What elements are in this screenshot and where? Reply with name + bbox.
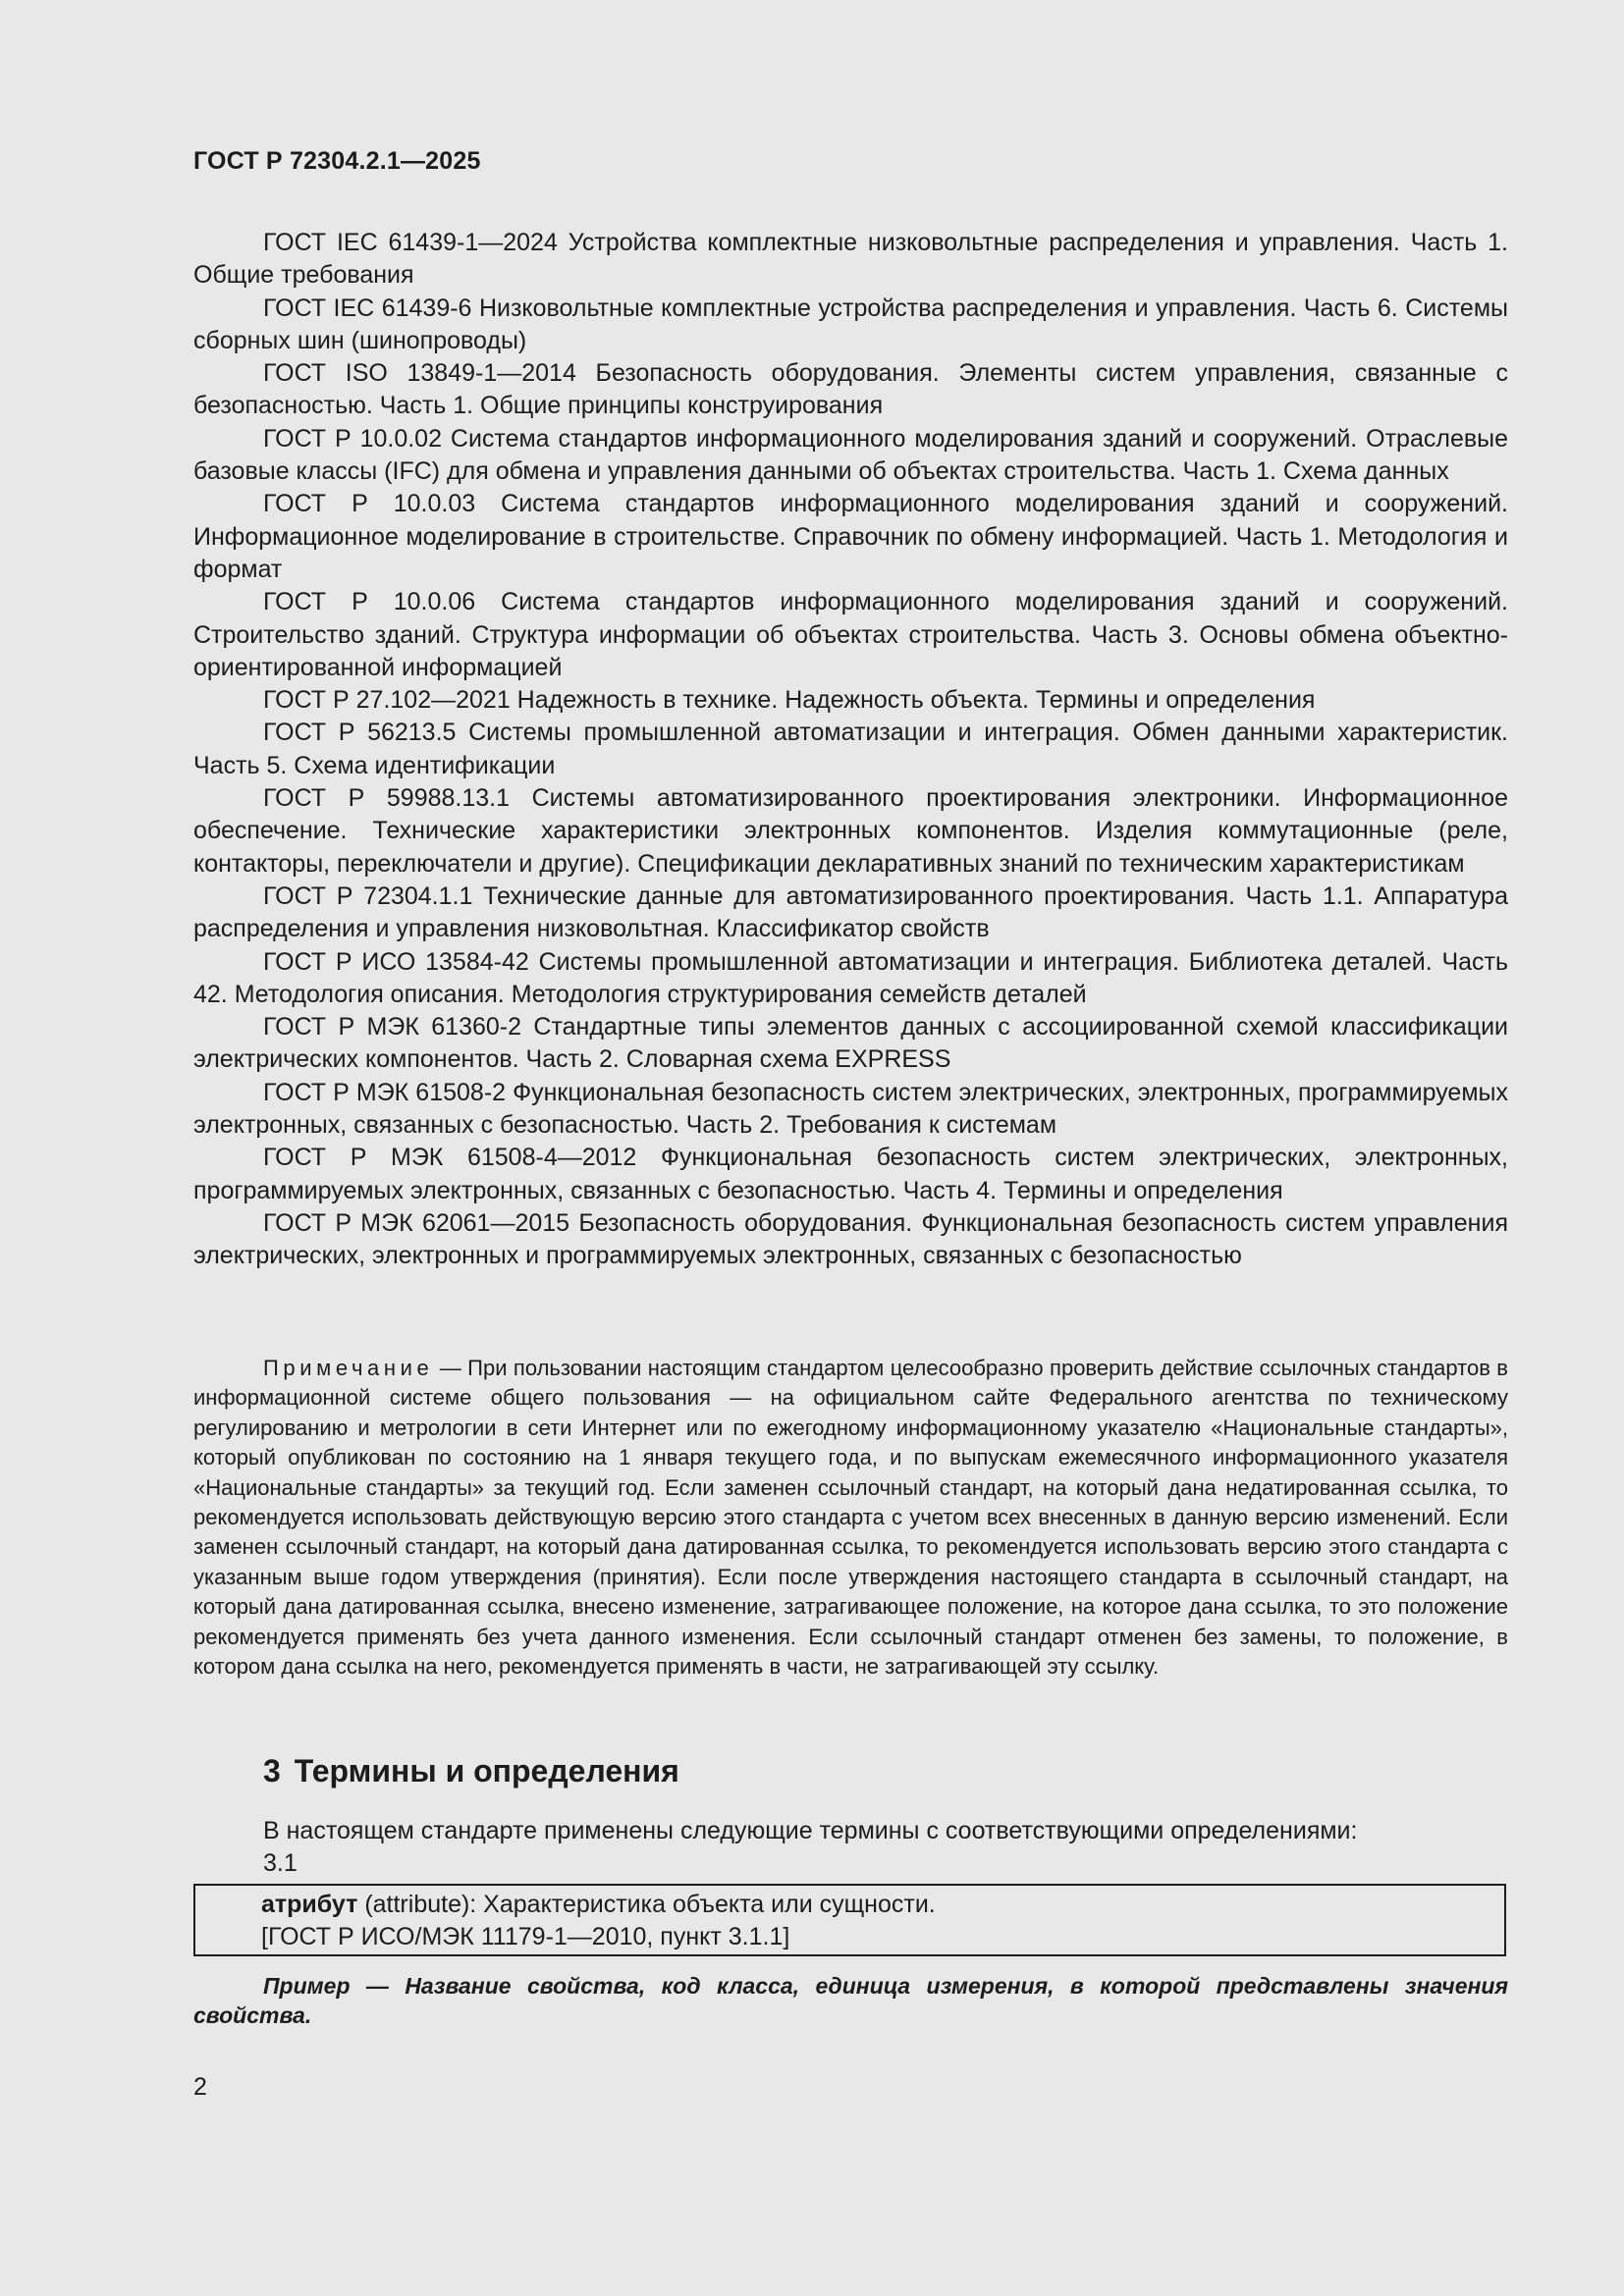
normative-references-list — [193, 227, 1508, 1273]
term-definition-box — [193, 1884, 1506, 1956]
section-title: Термины и определения — [294, 1753, 679, 1789]
reference-item: ГОСТ Р 10.0.06 Система стандартов информационного моделирования зданий и сооружений. Строительство зданий. Структура информации об объектах строительства. Часть 3. Основы обмена объектно-ориентированной информацией — [193, 588, 1508, 681]
reference-item: ГОСТ Р МЭК 61360-2 Стандартные типы элементов данных с ассоциированной схемой классификации электрических компонентов. Часть 2. Словарная схема EXPRESS — [193, 1013, 1508, 1074]
section-intro — [263, 1815, 1357, 1881]
reference-item: ГОСТ Р МЭК 62061—2015 Безопасность оборудования. Функциональная безопасность систем управления электрических, электронных и программируемых электронных, связанных с безопасностью — [193, 1208, 1508, 1270]
term-definition: (attribute): Характеристика объекта или сущности. — [364, 1891, 936, 1918]
section-number: 3 — [263, 1753, 281, 1789]
reference-item: ГОСТ IEC 61439-6 Низковольтные комплектные устройства распределения и управления. Часть 6. Системы сборных шин (шинопроводы) — [193, 294, 1508, 354]
reference-item: ГОСТ Р ИСО 13584-42 Системы промышленной автоматизации и интеграция. Библиотека деталей. Часть 42. Методология описания. Методология структурирования семейств деталей — [193, 947, 1508, 1008]
reference-item: ГОСТ Р 56213.5 Системы промышленной автоматизации и интеграция. Обмен данными характеристик. Часть 5. Схема идентификации — [193, 719, 1508, 779]
term-number: 3.1 — [263, 1849, 298, 1878]
document-header: ГОСТ Р 72304.2.1—2025 — [193, 147, 481, 175]
term-definition-line — [261, 1889, 1504, 1921]
reference-item: ГОСТ Р 27.102—2021 Надежность в технике. Надежность объекта. Термины и определения — [263, 686, 1316, 715]
reference-item: ГОСТ Р МЭК 61508-2 Функциональная безопасность систем электрических, электронных, программируемых электронных, связанных с безопасностью. Часть 2. Требования к системам — [193, 1078, 1508, 1140]
section-heading — [263, 1753, 679, 1789]
reference-item: ГОСТ ISO 13849-1—2014 Безопасность оборудования. Элементы систем управления, связанные с безопасностью. Часть 1. Общие принципы конструирования — [193, 359, 1508, 420]
reference-item: ГОСТ Р 72304.1.1 Технические данные для автоматизированного проектирования. Часть 1.1. Аппаратура распределения и управления низковольтная. Классификатор свойств — [193, 881, 1508, 943]
reference-item: ГОСТ Р МЭК 61508-4—2012 Функциональная безопасность систем электрических, электронных, программируемых электронных, связанных с безопасностью. Часть 4. Термины и определения — [193, 1144, 1508, 1204]
example-paragraph: Пример — Название свойства, код класса, единица измерения, в которой представлены значения свойства. — [193, 1973, 1508, 2029]
term-name: атрибут — [261, 1891, 358, 1918]
reference-item: ГОСТ IEC 61439-1—2024 Устройства комплектные низковольтные распределения и управления. Часть 1. Общие требования — [193, 229, 1508, 290]
note-text: — При пользовании настоящим стандартом целесообразно проверить действие ссылочных стандартов в информационной системе общего пользования — на официальном сайте Федерального агентства по техническому регулированию и метрологии в сети Интернет или по ежегодному информационному указателю «Национальные стандарты», который опубликован по состоянию на 1 января текущего года, и по выпускам ежемесячного информационного указателя «Национальные стандарты» за текущий год. Если заменен ссылочный стандарт, на который дана недатированная ссылка, то рекомендуется использовать действующую версию этого стандарта с учетом всех внесенных в данную версию изменений. Если заменен ссылочный стандарт, на который дана датированная ссылка, то рекомендуется использовать версию этого стандарта с указанным выше годом утверждения (принятия). Если после утверждения настоящего стандарта в ссылочный стандарт, на который дана датированная ссылка, внесено изменение, затрагивающее положение, на которое дана ссылка, то это положение рекомендуется применять без учета данного изменения. Если ссылочный стандарт отменен без замены, то положение, в котором дана ссылка на него, рекомендуется применять в части, не затрагивающей эту ссылку. — [193, 1356, 1508, 1680]
reference-item: ГОСТ Р 10.0.02 Система стандартов информационного моделирования зданий и сооружений. Отраслевые базовые классы (IFC) для обмена и управления данными об объектах строительства. Часть 1. Схема данных — [193, 424, 1508, 486]
intro-text: В настоящем стандарте применены следующие термины с соответствующими определениями: — [263, 1817, 1358, 1844]
reference-item: ГОСТ Р 10.0.03 Система стандартов информационного моделирования зданий и сооружений. Информационное моделирование в строительстве. Справочник по обмену информацией. Часть 1. Методология и формат — [193, 490, 1508, 583]
term-source: [ГОСТ Р ИСО/МЭК 11179-1—2010, пункт 3.1.1] — [261, 1923, 790, 1951]
note-label: Примечание — [263, 1356, 434, 1380]
note-paragraph — [193, 1354, 1508, 1682]
reference-item: ГОСТ Р 59988.13.1 Системы автоматизированного проектирования электроники. Информационное обеспечение. Технические характеристики электронных компонентов. Изделия коммутационные (реле, контакторы, переключатели и другие). Спецификации декларативных знаний по техническим характеристикам — [193, 784, 1508, 878]
page-number: 2 — [193, 2073, 207, 2101]
